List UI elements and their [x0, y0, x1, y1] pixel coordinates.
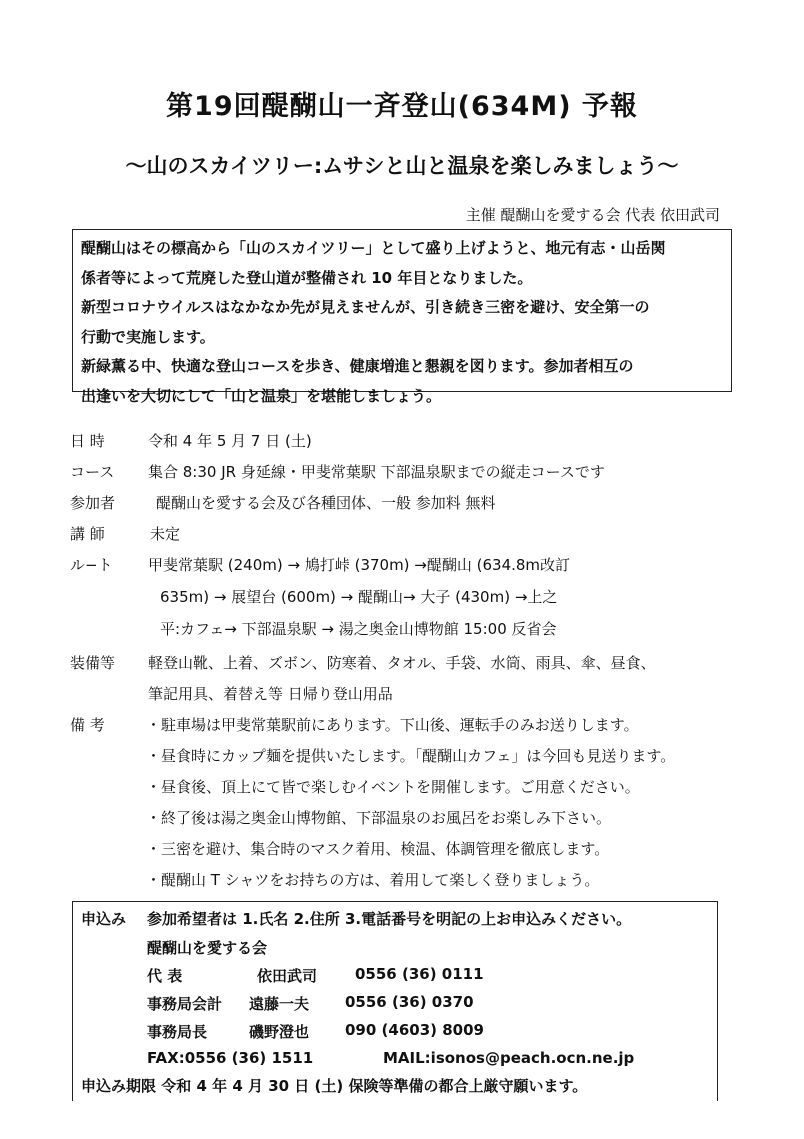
apply-org: 醍醐山を愛する会 — [147, 939, 268, 957]
date-value: 令和 4 年 5 月 7 日 (土) — [148, 432, 312, 450]
contact-role: 事務局長 — [147, 1023, 208, 1041]
contact-name: 依田武司 — [257, 967, 318, 985]
route-line: 635m) → 展望台 (600m) → 醍醐山→ 大子 (430m) →上之 — [160, 588, 558, 606]
participants-label: 参加者 — [70, 494, 116, 512]
apply-deadline: 申込み期限 令和 4 年 4 月 30 日 (土) 保険等準備の都合上厳守願います。 — [81, 1077, 588, 1095]
intro-line: 新緑薫る中、快適な登山コースを歩き、健康増進と懇親を図ります。参加者相互の — [81, 357, 634, 375]
contact-role: 事務局会計 — [147, 995, 223, 1013]
note-item: ・昼食時にカップ麺を提供いたします。「醍醐山カフェ」は今回も見送ります。 — [146, 747, 676, 765]
route-line: 甲斐常葉駅 (240m) → 鳩打峠 (370m) →醍醐山 (634.8m改訂 — [148, 556, 571, 574]
intro-line: 出逢いを大切にして「山と温泉」を堪能しましょう。 — [81, 386, 442, 405]
course-value: 集合 8:30 JR 身延線・甲斐常葉駅 下部温泉駅までの縦走コースです — [148, 463, 605, 481]
equipment-line: 軽登山靴、上着、ズボン、防寒着、タオル、手袋、水筒、雨具、傘、昼食、 — [148, 654, 656, 672]
contact-role: 代 表 — [147, 967, 183, 985]
equipment-label: 装備等 — [70, 654, 116, 672]
lecturer-label: 講 師 — [70, 525, 105, 543]
intro-line: 新型コロナウイルスはなかなか先が見えませんが、引き続き三密を避け、安全第一の — [81, 298, 650, 316]
apply-fax: FAX:0556 (36) 1511 — [147, 1049, 314, 1067]
contact-name: 磯野澄也 — [249, 1023, 310, 1041]
note-item: ・醍醐山 T シャツをお持ちの方は、着用して楽しく登りましょう。 — [146, 871, 600, 889]
participants-value: 醍醐山を愛する会及び各種団体、一般 参加料 無料 — [156, 494, 496, 512]
contact-phone: 0556 (36) 0370 — [345, 993, 474, 1011]
note-item: ・三密を避け、集合時のマスク着用、検温、体調管理を徹底します。 — [146, 840, 610, 858]
page-title: 第19回醍醐山一斉登山(634M) 予報 — [166, 91, 638, 122]
contact-name: 遠藤一夫 — [249, 995, 310, 1013]
note-item: ・終了後は湯之奥金山博物館、下部温泉のお風呂をお楽しみ下さい。 — [146, 809, 612, 827]
application-box — [72, 901, 718, 1101]
apply-label: 申込み — [81, 910, 127, 928]
page-subtitle: 〜山のスカイツリー:ムサシと山と温泉を楽しみましょう〜 — [125, 154, 679, 178]
route-line: 平:カフェ→ 下部温泉駅 → 湯之奥金山博物館 15:00 反省会 — [160, 620, 557, 638]
intro-line: 係者等によって荒廃した登山道が整備され 10 年目となりました。 — [81, 268, 533, 287]
lecturer-value: 未定 — [150, 525, 181, 543]
intro-line: 醍醐山はその標高から「山のスカイツリー」として盛り上げようと、地元有志・山岳関 — [81, 239, 666, 257]
route-label: ル−ト — [70, 556, 113, 574]
organizer-line: 主催 醍醐山を愛する会 代表 依田武司 — [465, 206, 720, 224]
contact-phone: 090 (4603) 8009 — [345, 1021, 484, 1039]
equipment-line: 筆記用具、着替え等 日帰り登山用品 — [148, 685, 393, 703]
note-item: ・駐車場は甲斐常葉駅前にあります。下山後、運転手のみお送りします。 — [146, 716, 639, 734]
date-label: 日 時 — [70, 432, 105, 450]
note-item: ・昼食後、頂上にて皆で楽しむイベントを開催します。ご用意ください。 — [146, 778, 640, 796]
intro-box — [72, 229, 732, 405]
apply-mail: MAIL:isonos@peach.ocn.ne.jp — [383, 1049, 635, 1067]
intro-line: 行動で実施します。 — [81, 327, 215, 346]
contact-phone: 0556 (36) 0111 — [355, 965, 484, 983]
notes-label: 備 考 — [70, 716, 105, 734]
course-label: コース — [70, 463, 115, 481]
apply-instruction: 参加希望者は 1.氏名 2.住所 3.電話番号を明記の上お申込みください。 — [147, 910, 632, 928]
